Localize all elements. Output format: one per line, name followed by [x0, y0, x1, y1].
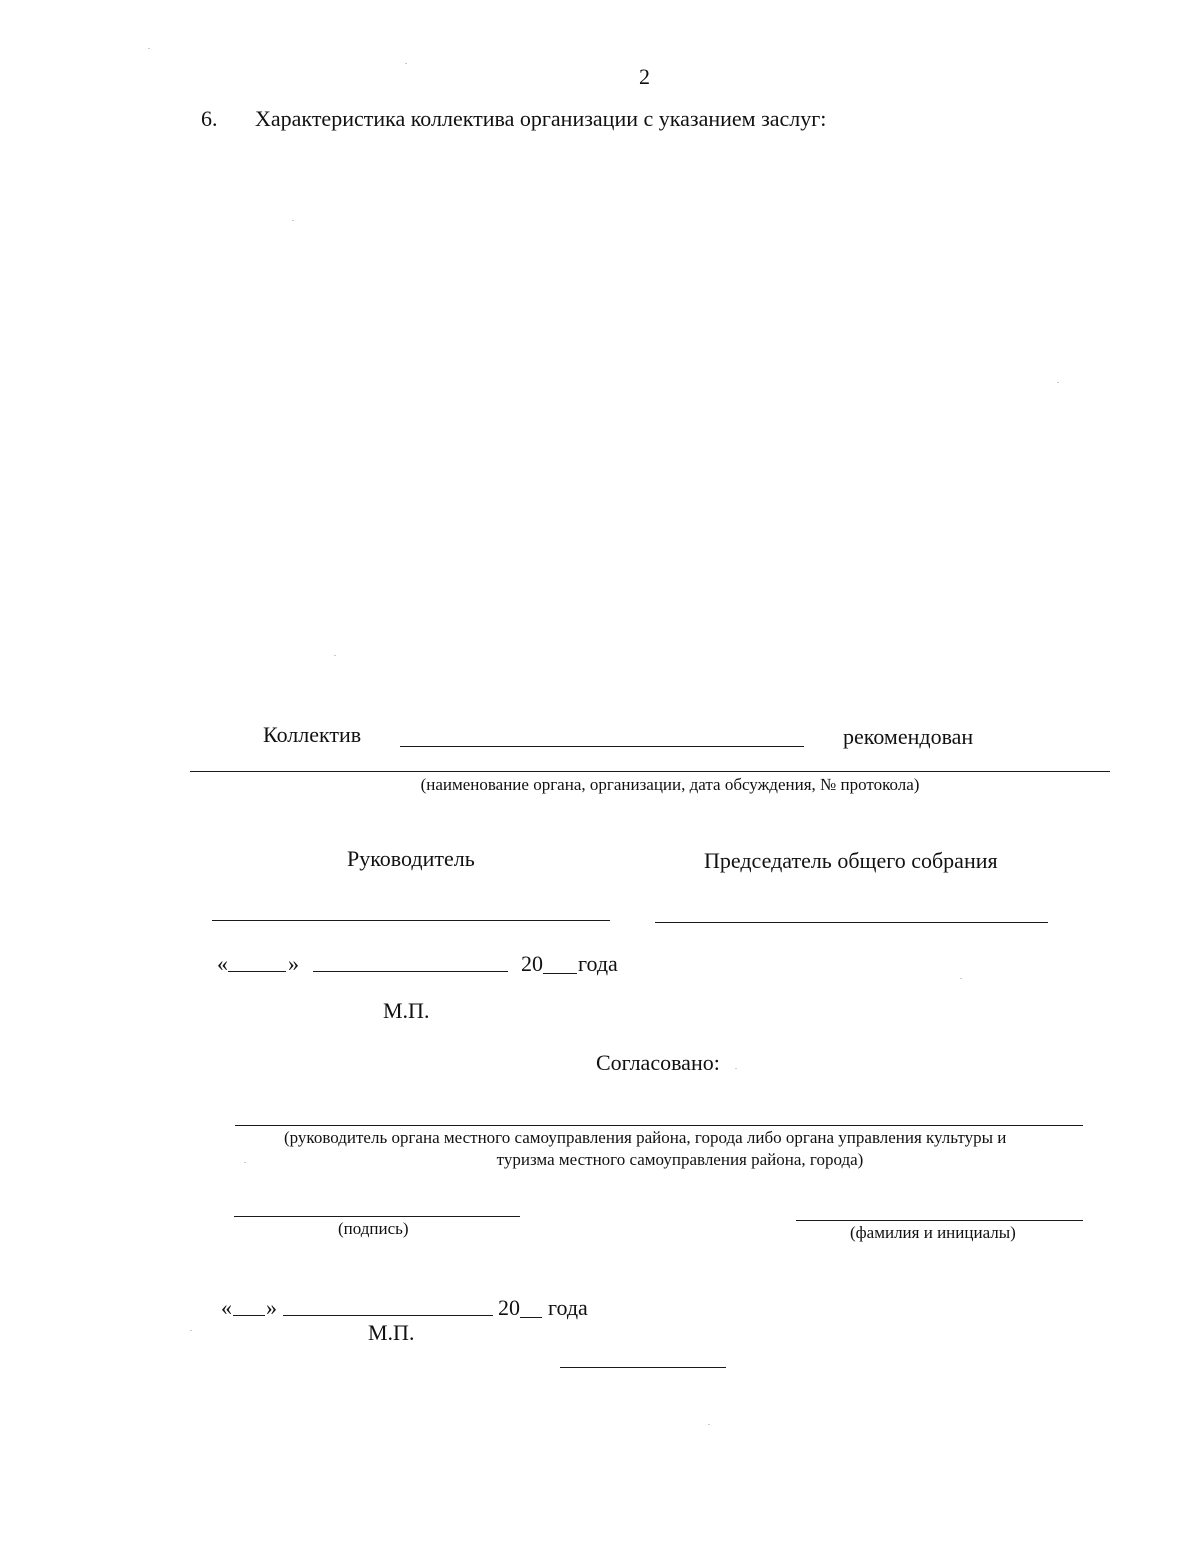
chair-signature-label: Председатель общего собрания: [704, 848, 998, 873]
signature-caption: (подпись): [338, 1219, 409, 1238]
date2-year-prefix: 20: [498, 1295, 520, 1320]
date2-open-quote: «: [221, 1295, 232, 1320]
scan-speck: [1057, 382, 1059, 383]
date2-month-line: [283, 1315, 493, 1316]
signature-line: [234, 1216, 520, 1217]
date2-year-line: [520, 1317, 542, 1318]
authority-line: [235, 1125, 1083, 1126]
date2-close-quote: »: [266, 1295, 277, 1320]
date1-day-line: [228, 971, 286, 972]
chair-signature-line: [655, 922, 1048, 923]
date1-year-suffix: года: [578, 951, 618, 976]
head-signature-line: [212, 920, 610, 921]
closing-line: [560, 1367, 726, 1368]
page-number: 2: [639, 64, 650, 89]
scan-speck: [405, 63, 407, 64]
date1-month-line: [313, 971, 508, 972]
scan-speck: [334, 655, 336, 656]
head-signature-label: Руководитель: [347, 846, 475, 871]
recommending-body-caption: (наименование органа, организации, дата обсуждения, № протокола): [420, 775, 920, 794]
authority-caption-line2: туризма местного самоуправления района, города): [496, 1150, 864, 1169]
section-number: 6.: [201, 106, 218, 131]
stamp-place-1: М.П.: [383, 998, 430, 1023]
date2-year-suffix: года: [548, 1295, 588, 1320]
name-line: [796, 1220, 1083, 1221]
scan-speck: [735, 1068, 737, 1069]
date1-open-quote: «: [217, 951, 228, 976]
date1-close-quote: »: [288, 951, 299, 976]
scan-speck: [148, 48, 150, 49]
scan-speck: [960, 978, 962, 979]
stamp-place-2: М.П.: [368, 1320, 415, 1345]
date1-year-prefix: 20: [521, 951, 543, 976]
date1-year-line: [543, 973, 577, 974]
collective-name-line: [400, 746, 804, 747]
scan-speck: [244, 1162, 246, 1163]
scan-speck: [292, 220, 294, 221]
section-title: Характеристика коллектива организации с указанием заслуг:: [255, 106, 827, 131]
scan-speck: [190, 1330, 192, 1331]
recommended-label: рекомендован: [843, 724, 974, 749]
authority-caption-line1: (руководитель органа местного самоуправления района, города либо органа управления культуры и: [284, 1128, 1007, 1147]
scan-speck: [708, 1424, 710, 1425]
recommending-body-line: [190, 771, 1110, 772]
collective-label: Коллектив: [263, 722, 362, 747]
name-caption: (фамилия и инициалы): [850, 1223, 1016, 1242]
agreed-label: Согласовано:: [596, 1050, 720, 1075]
date2-day-line: [233, 1315, 265, 1316]
